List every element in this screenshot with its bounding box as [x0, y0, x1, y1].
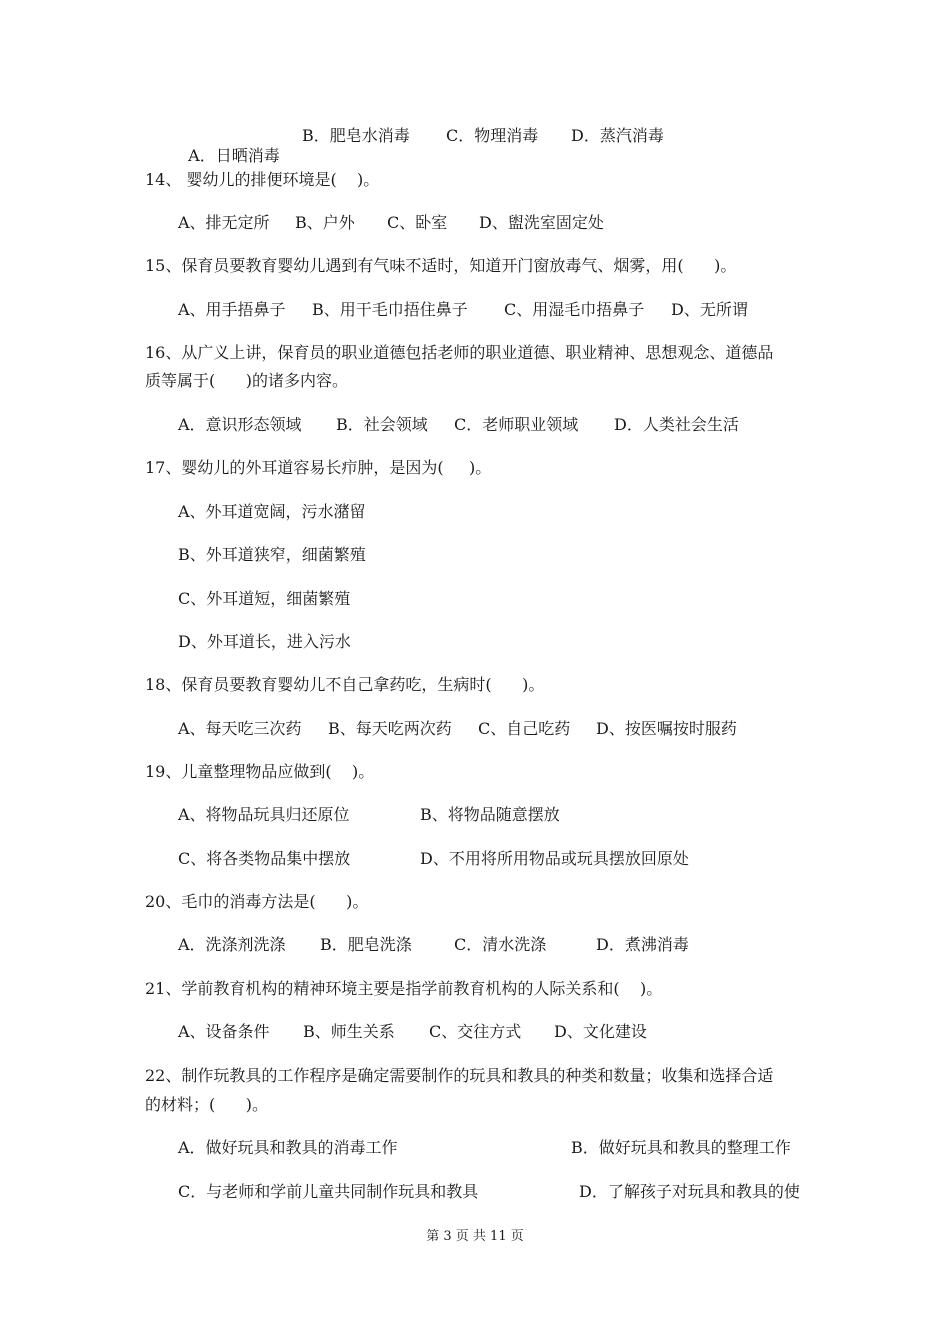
q18-option-c: C、自己吃药 — [478, 719, 571, 738]
q22-option-b: B．做好玩具和教具的整理工作 — [571, 1138, 791, 1157]
q15-option-c: C、用湿毛巾捂鼻子 — [504, 300, 645, 319]
q16-option-d: D．人类社会生活 — [614, 415, 739, 434]
page-number-footer: 第 3 页 共 11 页 — [426, 1229, 524, 1244]
q18-stem: 18、保育员要教育婴幼儿不自己拿药吃，生病时( )。 — [145, 675, 545, 694]
q19-option-a: A、将物品玩具归还原位 — [178, 805, 350, 824]
q17-option-a: A、外耳道宽阔，污水潴留 — [178, 502, 366, 521]
q20-stem: 20、毛巾的消毒方法是( )。 — [145, 892, 369, 911]
q22-option-c: C．与老师和学前儿童共同制作玩具和教具 — [178, 1182, 479, 1201]
q20-option-d: D．煮沸消毒 — [596, 935, 689, 954]
q19-option-b: B、将物品随意摆放 — [420, 805, 560, 824]
q19-option-d: D、不用将所用物品或玩具摆放回原处 — [420, 849, 689, 868]
q19-stem: 19、儿童整理物品应做到( )。 — [145, 762, 375, 781]
q13-option-b: B．肥皂水消毒 — [302, 126, 410, 145]
q20-option-c: C．清水洗涤 — [454, 935, 547, 954]
q16-stem-line2: 质等属于( )的诸多内容。 — [145, 371, 349, 390]
q18-option-d: D、按医嘱按时服药 — [596, 719, 737, 738]
q14-option-c: C、卧室 — [387, 213, 448, 232]
q16-stem-line1: 16、从广义上讲，保育员的职业道德包括老师的职业道德、职业精神、思想观念、道德品 — [145, 343, 774, 362]
q17-option-d: D、外耳道长，进入污水 — [178, 632, 351, 651]
q15-option-a: A、用手捂鼻子 — [178, 300, 286, 319]
q18-option-b: B、每天吃两次药 — [328, 719, 452, 738]
q14-option-d: D、盥洗室固定处 — [479, 213, 604, 232]
q13-option-d: D．蒸汽消毒 — [571, 126, 664, 145]
q17-option-c: C、外耳道短，细菌繁殖 — [178, 589, 351, 608]
q22-option-d: D．了解孩子对玩具和教具的使 — [579, 1182, 800, 1201]
q15-stem: 15、保育员要教育婴幼儿遇到有气味不适时，知道开门窗放毒气、烟雾，用( )。 — [145, 256, 737, 275]
q15-option-b: B、用干毛巾捂住鼻子 — [312, 300, 468, 319]
q16-option-c: C．老师职业领域 — [454, 415, 579, 434]
q22-stem-line1: 22、制作玩教具的工作程序是确定需要制作的玩具和教具的种类和数量；收集和选择合适 — [145, 1066, 774, 1085]
q21-option-c: C、交往方式 — [429, 1022, 522, 1041]
q20-option-b: B．肥皂洗涤 — [320, 935, 412, 954]
q14-option-a: A、排无定所 — [178, 213, 270, 232]
q21-option-a: A、设备条件 — [178, 1022, 270, 1041]
q13-option-c: C．物理消毒 — [446, 126, 539, 145]
q14-option-b: B、户外 — [295, 213, 355, 232]
q21-option-d: D、文化建设 — [554, 1022, 647, 1041]
q13-option-a: A．日晒消毒 — [188, 146, 280, 165]
q14-stem: 14、 婴幼儿的排便环境是( )。 — [145, 170, 380, 189]
q21-option-b: B、师生关系 — [303, 1022, 395, 1041]
q17-option-b: B、外耳道狭窄，细菌繁殖 — [178, 545, 366, 564]
q13-options — [178, 126, 280, 166]
q16-option-a: A．意识形态领域 — [178, 415, 302, 434]
q19-option-c: C、将各类物品集中摆放 — [178, 849, 351, 868]
q16-option-b: B．社会领域 — [336, 415, 428, 434]
q18-option-a: A、每天吃三次药 — [178, 719, 302, 738]
q21-stem: 21、学前教育机构的精神环境主要是指学前教育机构的人际关系和( )。 — [145, 979, 663, 998]
q22-option-a: A．做好玩具和教具的消毒工作 — [178, 1138, 398, 1157]
q15-option-d: D、无所谓 — [671, 300, 748, 319]
q17-stem: 17、婴幼儿的外耳道容易长疖肿，是因为( )。 — [145, 458, 492, 477]
q22-stem-line2: 的材料；( )。 — [145, 1095, 269, 1114]
q20-option-a: A．洗涤剂洗涤 — [178, 935, 286, 954]
